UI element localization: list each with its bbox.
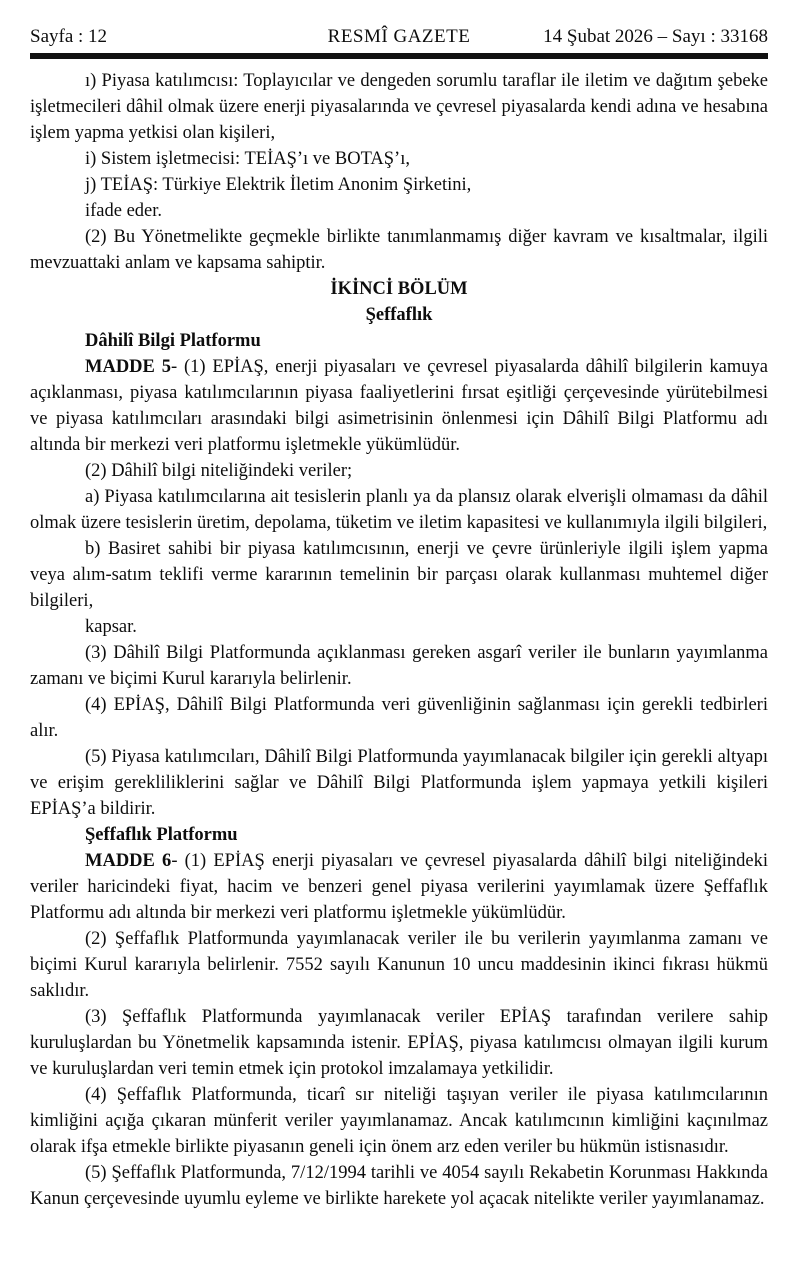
article-number: MADDE 5 — [85, 357, 171, 377]
paragraph: (5) Şeffaflık Platformunda, 7/12/1994 tarihli ve 4054 sayılı Rekabetin Korunması Hakkında Kanun çerçevesinde uyumlu eyleme ve birlikte harekete yol açacak nitelikte veriler yayımlanamaz. — [30, 1163, 768, 1209]
paragraph: (5) Piyasa katılımcıları, Dâhilî Bilgi Platformunda yayımlanacak bilgiler için gerekli altyapı ve erişim gerekliliklerini sağlar ve Dâhilî Bilgi Platformunda işlem yapmaya yetkili kişileri EPİAŞ’a bildirir. — [30, 747, 768, 819]
gazette-title: RESMÎ GAZETE — [327, 26, 471, 47]
article-heading: Dâhilî Bilgi Platformu — [85, 331, 261, 351]
article-number: MADDE 6 — [85, 851, 172, 871]
paragraph: (2) Dâhilî bilgi niteliğindeki veriler; — [85, 461, 353, 481]
paragraph: ı) Piyasa katılımcısı: Toplayıcılar ve dengeden sorumlu taraflar ile iletim ve dağıtım şebeke işletmecileri dâhil olmak üzere enerji piyasalarında ve çevresel piyasalarda kendi adına ve hesabına işlem yapma yetkisi olan kişileri, — [30, 71, 768, 143]
paragraph: (3) Şeffaflık Platformunda yayımlanacak veriler EPİAŞ tarafından verilere sahip kuruluşlardan bu Yönetmelik kapsamında istenir. EPİAŞ, piyasa katılımcısı olmayan ilgili kurum ve kuruluşlardan veri temin etmek için protokol imzalamaya yetkilidir. — [30, 1007, 768, 1079]
paragraph: a) Piyasa katılımcılarına ait tesislerin planlı ya da plansız olarak elverişli olmaması da dâhil olmak üzere tesislerin üretim, depolama, tüketim ve iletim kapasitesi ve kullanımıyla ilgili bilgileri, — [30, 487, 768, 533]
page-number-label: Sayfa : 12 — [30, 26, 108, 47]
article-paragraph: MADDE 6- (1) EPİAŞ enerji piyasaları ve çevresel piyasalarda dâhilî bilgi niteliğindeki veriler haricindeki fiyat, hacim ve benzeri genel piyasa verilerini yayımlamak üzere Şeffaflık Platformu adı altında bir merkezi veri platformu işletmekle yükümlüdür. — [30, 851, 768, 923]
section-heading: Şeffaflık — [365, 305, 433, 325]
document-body — [30, 68, 768, 1212]
paragraph: b) Basiret sahibi bir piyasa katılımcısının, enerji ve çevre ürünleriyle ilgili işlem yapma veya alım-satım teklifi verme kararının temelinin bir parçası olarak kullanması muhtemel diğer bilgileri, — [30, 539, 768, 611]
paragraph: (3) Dâhilî Bilgi Platformunda açıklanması gereken asgarî veriler ile bunların yayımlanma zamanı ve biçimi Kurul kararıyla belirlenir. — [30, 643, 768, 689]
paragraph: (2) Şeffaflık Platformunda yayımlanacak veriler ile bu verilerin yayımlanma zamanı ve biçimi Kurul kararıyla belirlenir. 7552 sayılı Kanunun 10 uncu maddesinin ikinci fıkrası hükmü saklıdır. — [30, 929, 768, 1001]
paragraph: kapsar. — [85, 617, 137, 637]
paragraph: i) Sistem işletmecisi: TEİAŞ’ı ve BOTAŞ’ı, — [85, 149, 410, 169]
section-heading: İKİNCİ BÖLÜM — [330, 279, 468, 299]
header-divider — [30, 53, 768, 59]
paragraph: ifade eder. — [85, 201, 163, 221]
paragraph: (2) Bu Yönetmelikte geçmekle birlikte tanımlanmamış diğer kavram ve kısaltmalar, ilgili mevzuattaki anlam ve kapsama sahiptir. — [30, 227, 768, 273]
article-heading: Şeffaflık Platformu — [85, 825, 238, 845]
paragraph: j) TEİAŞ: Türkiye Elektrik İletim Anonim Şirketini, — [85, 175, 472, 195]
paragraph: (4) Şeffaflık Platformunda, ticarî sır niteliği taşıyan veriler ile piyasa katılımcılarının kimliğini açığa çıkaran münferit veriler yayımlanamaz. Ancak katılımcının kimliğini kaçınılmaz olarak ifşa etmekle birlikte piyasanın geneli için önem arz eden veriler bu hükmün istisnasıdır. — [30, 1085, 768, 1157]
paragraph: (4) EPİAŞ, Dâhilî Bilgi Platformunda veri güvenliğinin sağlanması için gerekli tedbirleri alır. — [30, 695, 768, 741]
page-header — [30, 26, 768, 48]
date-issue-label: 14 Şubat 2026 – Sayı : 33168 — [543, 26, 768, 47]
article-paragraph: MADDE 5- (1) EPİAŞ, enerji piyasaları ve çevresel piyasalarda dâhilî bilgilerin kamuya açıklanması, piyasa katılımcılarının piyasa faaliyetlerini fırsat eşitliği çerçevesinde yürütebilmesi ve piyasa katılımcıları arasındaki bilgi asimetrisinin önlenmesi için Dâhilî Bilgi Platformu adı altında bir merkezi veri platformu işletmekle yükümlüdür. — [30, 357, 768, 455]
